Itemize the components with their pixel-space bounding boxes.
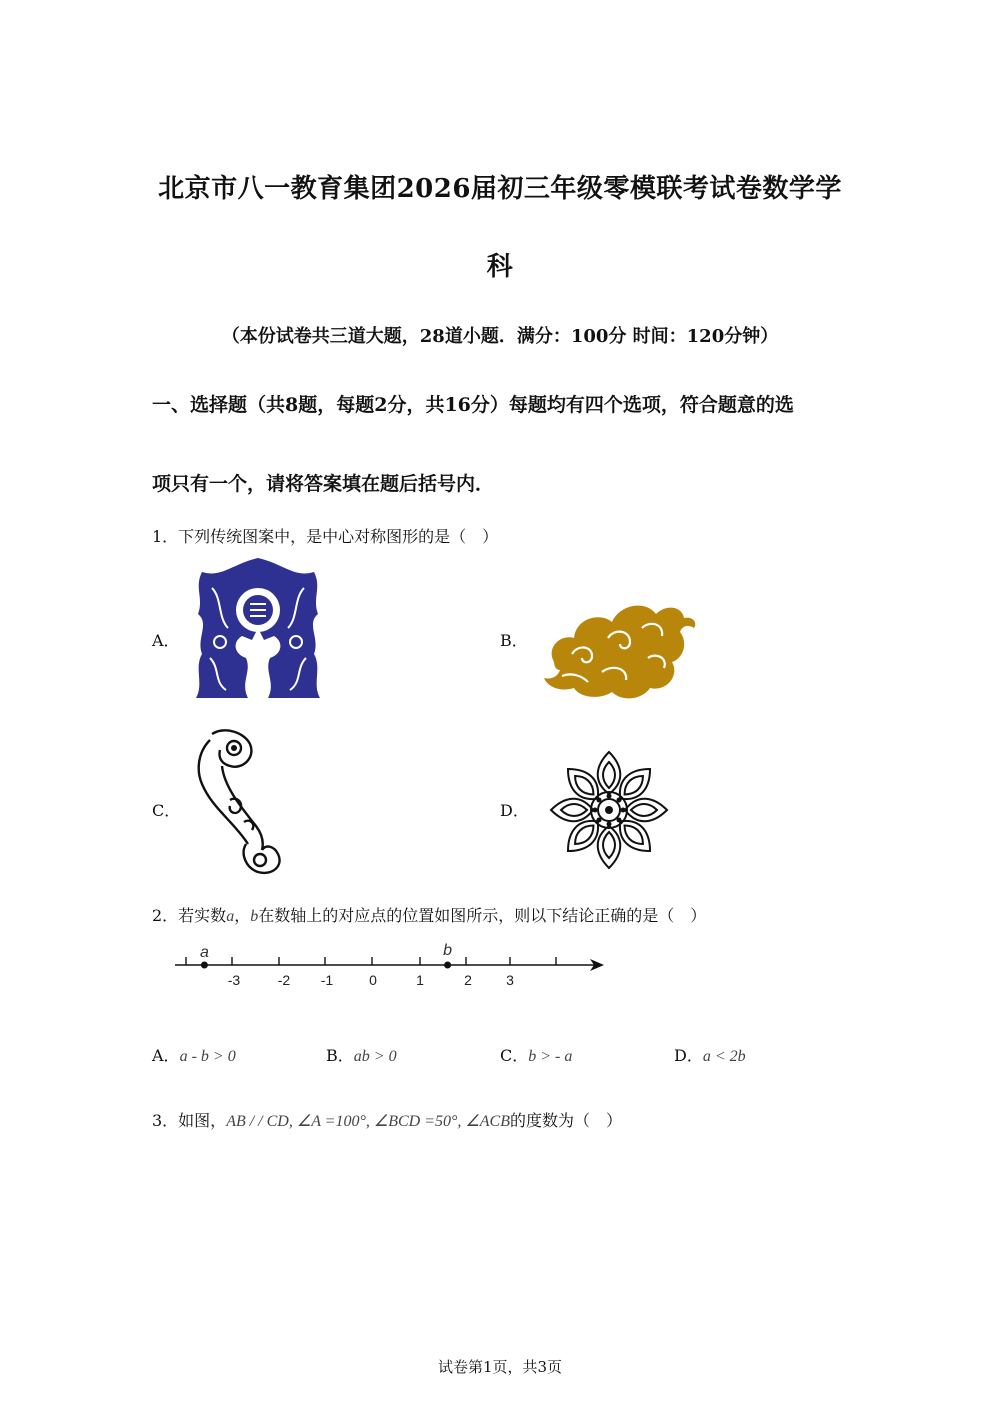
- q3-prefix: 3．如图，: [152, 1111, 227, 1130]
- number-line-tick-label: -3: [227, 972, 241, 988]
- q2-option-d-expr: a < 2b: [702, 1048, 746, 1065]
- q2-comma: ，: [234, 906, 251, 925]
- q2-option-d-label: D．: [674, 1046, 703, 1065]
- question-1-text: 1．下列传统图案中，是中心对称图形的是（ ）: [152, 527, 499, 546]
- q2-option-a-expr: a - b > 0: [179, 1048, 236, 1065]
- exam-title-line1: 北京市八一教育集团2026届初三年级零模联考试卷数学学: [158, 174, 842, 204]
- q1-option-b-gold-cloud-pattern: [542, 592, 698, 702]
- q3-suffix: 的度数为（ ）: [509, 1111, 622, 1130]
- q2-option-c: [500, 1043, 572, 1066]
- number-line-tick-label: -2: [277, 972, 291, 988]
- q3-expr: AB / / CD, ∠A =100°, ∠BCD =50°, ∠ACB: [226, 1113, 510, 1130]
- q2-option-c-expr: b > - a: [528, 1048, 573, 1065]
- number-line-tick-label: 2: [464, 972, 472, 988]
- number-line-tick-label: 3: [506, 972, 514, 988]
- q2-option-a-label: A．: [152, 1046, 180, 1065]
- q2-text-prefix: 2．若实数: [152, 906, 227, 925]
- q2-text-suffix: 在数轴上的对应点的位置如图所示，则以下结论正确的是（ ）: [258, 906, 707, 925]
- section1-heading-line1: 一、选择题（共8题，每题2分，共16分）每题均有四个选项，符合题意的选: [152, 394, 794, 416]
- question-3-text: [152, 1108, 622, 1131]
- q1-option-b-label: B．: [500, 631, 528, 650]
- q2-var-b: b: [250, 908, 259, 925]
- q2-number-line: [170, 938, 610, 994]
- exam-subtitle: （本份试卷共三道大题，28道小题．满分：100分 时间：120分钟）: [221, 326, 779, 347]
- q1-option-a-blue-dragon-pattern: [192, 558, 324, 700]
- point-a-label: a: [199, 944, 209, 961]
- question-2-text: [152, 903, 706, 926]
- q1-option-a-label: A．: [152, 631, 180, 650]
- q2-option-d: [674, 1043, 746, 1066]
- q2-var-a: a: [226, 908, 235, 925]
- q1-option-c-ruyi-scepter-pattern: [190, 726, 290, 878]
- q2-option-a: [152, 1043, 236, 1066]
- q2-option-b: [326, 1043, 397, 1066]
- q2-option-b-expr: ab > 0: [353, 1048, 397, 1065]
- page-footer: 试卷第1页，共3页: [437, 1358, 563, 1376]
- number-line-tick-label: 1: [416, 972, 424, 988]
- section1-heading-line2: 项只有一个，请将答案填在题后括号内．: [152, 473, 495, 495]
- point-b-dot: [444, 962, 451, 969]
- exam-title-line2: 科: [486, 252, 514, 282]
- number-line-tick-label: 0: [369, 972, 377, 988]
- point-a-dot: [201, 962, 208, 969]
- q1-option-d-lotus-flower-pattern: [544, 748, 674, 872]
- number-line-tick-label: -1: [320, 972, 334, 988]
- q1-option-c-label: C．: [152, 801, 181, 820]
- point-b-label: b: [443, 942, 453, 959]
- q1-option-d-label: D．: [500, 801, 529, 820]
- q2-option-b-label: B．: [326, 1046, 354, 1065]
- q2-option-c-label: C．: [500, 1046, 529, 1065]
